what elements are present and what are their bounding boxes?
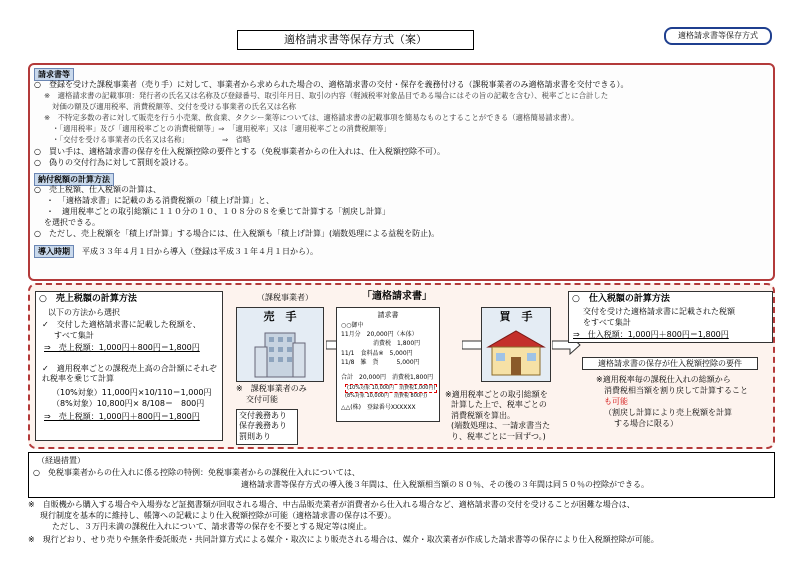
invoice-row: (10%対象 10,000円 消費税1,000円)	[347, 385, 436, 391]
summary-panel	[28, 63, 775, 281]
rounding-note	[442, 389, 560, 441]
invoice-row: ○○御中	[341, 322, 364, 329]
sales-tax-box	[35, 291, 223, 441]
obligation-item: 罰則あり	[239, 431, 271, 441]
text-line: ○ 登録を受けた課税事業者（売り手）に対して、事業者から求められた場合の、適格請求書の交付・保存を義務付ける（課税事業者のみ適格請求書を交付できる）。	[34, 80, 629, 89]
text-line: ・ 「適格請求書」に記載のある消費税額の「積上げ計算」と、	[46, 196, 274, 205]
text-line: 交付を受けた適格請求書に記載された税額	[583, 307, 735, 316]
invoice-row: 11月分 20,000円（本体）	[341, 331, 418, 338]
text-line: ・「適用税率」及び「適用税率ごとの消費税額等」⇒ 「適用税率」又は「適用税率ごとの消費税額等」	[52, 124, 391, 133]
seller-note: 交付可能	[246, 395, 278, 404]
text-line: ※ 現行どおり、せり売りや無条件委託販売・共同計算方式による媒介・取次により販売される場合は、媒介・取次業者が作成した請求書等の保存により仕入税額控除が可能。	[28, 535, 659, 544]
text-line: ○ 買い手は、適格請求書の保存を仕入税額控除の要件とする（免税事業者からの仕入れは、仕入税額控除不可）。	[34, 147, 445, 156]
note-line: 計算した上で、税率ごとの	[451, 400, 547, 410]
text-line: 以下の方法から選択	[48, 308, 120, 317]
note-line: 消費税額を算出。	[451, 410, 515, 420]
text-line: ※ 適格請求書の記載事項：発行者の氏名又は名称及び登録番号、取引年月日、取引の内容（軽減税率対象品目である場合にはその旨の記載を含む）、税率ごとに合計した	[44, 91, 609, 100]
text-line: ※ 不特定多数の者に対して販売を行う小売業、飲食業、タクシー業等については、適格請求書の記載事項を簡易なものとすることができる（適格簡易請求書）。	[44, 113, 579, 122]
page-title: 適格請求書等保存方式（案）	[237, 30, 474, 50]
flow-panel	[28, 283, 775, 449]
text-line: ※ 自販機から購入する場合や入場券など証拠書類が回収される場合、中古品販売業者が消費者から仕入れる場合など、適格請求書の交付を受けることが困難な場合は、	[28, 500, 635, 509]
invoice-row: 11/1 食料品※ 5,000円	[341, 350, 413, 357]
start-date-text: 平成３３年４月１日から導入（登録は平成３１年４月１日から）。	[82, 247, 318, 256]
sales-tax-heading: ○ 売上税額の計算方法	[39, 294, 137, 304]
text-line: 対価の額及び適用税率、消費税額等、交付を受ける事業者の氏名又は名称	[52, 102, 296, 111]
section-header-start: 導入時期	[34, 245, 74, 258]
sales-tax-result: ⇒ 売上税額：1,000円＋800円＝1,800円	[44, 343, 200, 352]
section-header-calc: 納付税額の計算方法	[34, 173, 114, 186]
text-line: ✓ 適用税率ごとの課税売上高の合計額にそれぞれ税率を乗じて計算	[42, 364, 217, 384]
text-line: ✓ 交付した適格請求書に記載した税額を、	[42, 320, 201, 329]
obligation-item: 保存義務あり	[239, 421, 287, 431]
invoice-label: 「適格請求書」	[362, 291, 432, 302]
obligation-box	[236, 409, 298, 445]
obligation-item: 交付義務あり	[239, 411, 287, 420]
requirement-box: 適格請求書の保存が仕入税額控除の要件	[582, 357, 758, 370]
purchase-tax-box	[568, 291, 773, 343]
text-line: を選択できる。	[44, 218, 100, 227]
transition-notes	[28, 452, 775, 498]
text-line: も可能	[604, 397, 628, 406]
invoice-row: 11/8 雑 貨 5,000円	[341, 359, 420, 366]
shop-icon	[482, 325, 550, 380]
text-line: をすべて集計	[583, 318, 631, 327]
invoice-row: (8%対象 10,000円 消費税 800円)	[345, 393, 428, 399]
seller-label: （課税事業者）	[257, 293, 313, 302]
text-line: 消費税相当額を割り戻して計算すること	[604, 386, 748, 395]
text-line: すべて集計	[54, 331, 94, 340]
text-line: 適格請求書等保存方式の導入後３年間は、仕入税額相当額の８０％、その後の３年間は同５０％の控除ができる。	[241, 480, 649, 489]
invoice-title: 請求書	[377, 311, 399, 319]
text-line: （8%対象）10,800円× 8/108＝ 800円	[52, 399, 205, 408]
buyer-box	[481, 307, 551, 382]
scheme-tag: 適格請求書等保存方式	[664, 27, 772, 45]
text-line: ○ ただし、売上税額を「積上げ計算」する場合には、仕入税額も「積上げ計算」(端数処理による益税を防止)。	[34, 229, 440, 238]
building-icon	[237, 325, 323, 380]
seller-heading: 売 手	[263, 310, 297, 323]
invoice-row: 合計 20,000円 消費税1,800円	[341, 374, 434, 381]
purchase-tax-heading: ○ 仕入税額の計算方法	[572, 294, 670, 304]
seller-box	[236, 307, 324, 382]
note-line: (端数処理は、一請求書当た	[451, 421, 551, 431]
text-line: ただし、３万円未満の課税仕入れについて、請求書等の保存を不要とする規定等は廃止。	[52, 522, 372, 531]
invoice-row: △△(株) 登録番号XXXXXX	[341, 404, 416, 411]
text-line: ○ 偽りの交付行為に対して罰則を設ける。	[34, 158, 193, 167]
text-line: ○ 免税事業者からの仕入れに係る控除の特例：免税事業者からの課税仕入れについては、	[33, 468, 360, 477]
note-line: ※適用税率ごとの取引総額を	[445, 390, 548, 399]
invoice-sheet	[336, 307, 440, 422]
text-line: （10%対象）11,000円×10/110＝1,000円	[52, 388, 212, 397]
seller-note: ※ 課税事業者のみ	[236, 384, 307, 393]
text-line: ○ 売上税額、仕入税額の計算は、	[34, 185, 161, 194]
invoice-row: 消費税 1,800円	[373, 340, 421, 347]
text-line: 現行制度を基本的に維持し、帳簿への記載により仕入税額控除が可能（適格請求書の保存は不要）。	[40, 511, 396, 520]
buyer-heading: 買 手	[499, 310, 533, 323]
text-line: する場合に限る）	[614, 419, 678, 428]
sales-tax-result: ⇒ 売上税額：1,000円＋800円＝1,800円	[44, 412, 200, 421]
text-line: ・ 適用税率ごとの取引総額に１１０分の１０、１０８分の８を乗じて計算する「割戻し計算」	[46, 207, 390, 216]
note-line: り、税率ごとに一回ずつ。)	[451, 431, 546, 441]
section-header-invoices: 請求書等	[34, 68, 74, 81]
text-line: ・「交付を受ける事業者の氏名又は名称」 ⇒ 省略	[52, 135, 251, 144]
notes-heading: （経過措置）	[37, 456, 85, 465]
text-line: ※適用税率毎の課税仕入れの総額から	[596, 375, 731, 384]
purchase-tax-result: ⇒ 仕入税額：1,000円＋800円＝1,800円	[573, 330, 729, 339]
text-line: （割戻し計算により売上税額を計算	[604, 408, 732, 417]
